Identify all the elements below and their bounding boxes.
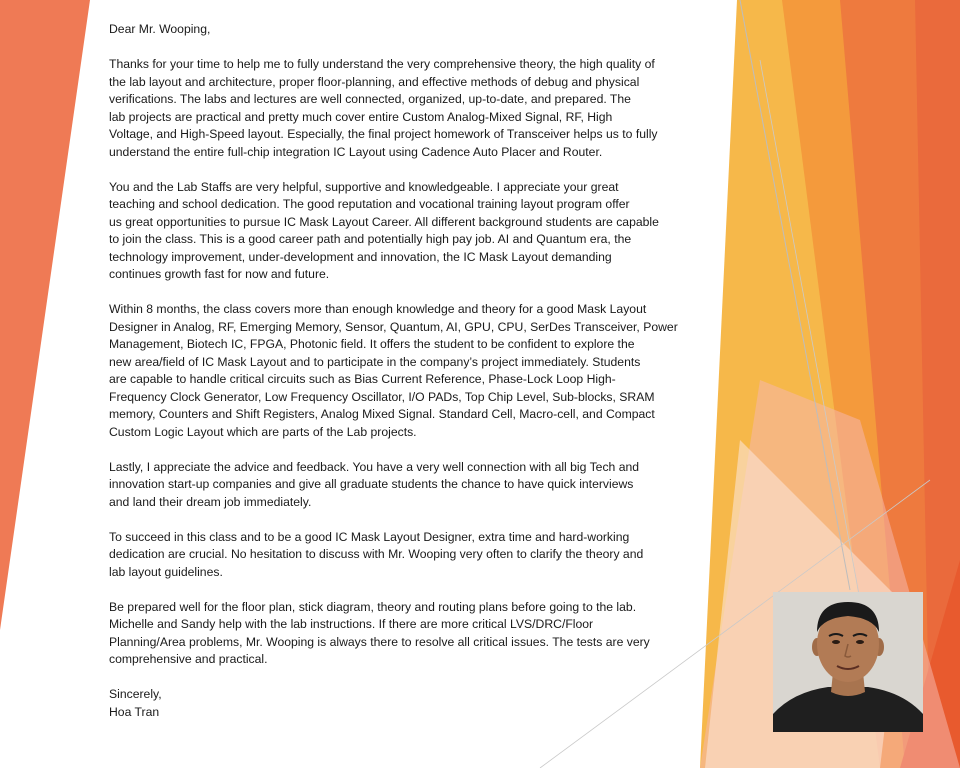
text-line: new area/field of IC Mask Layout and to participate in the company’s project immediately. Students xyxy=(109,354,641,369)
text-line: Frequency Clock Generator, Low Frequency Oscillator, I/O PADs, Top Chip Level, Sub-blocks, SRAM xyxy=(109,389,655,404)
closing: Sincerely, xyxy=(109,687,162,701)
text-line: To succeed in this class and to be a good IC Mask Layout Designer, extra time and hard-working xyxy=(109,529,630,544)
text-line: Planning/Area problems, Mr. Wooping is always there to resolve all critical issues. The tests are very xyxy=(109,634,650,649)
text-line: memory, Counters and Shift Registers, Analog Mixed Signal. Standard Cell, Macro-cell, and Compact xyxy=(109,407,655,421)
text-line: Management, Biotech IC, FPGA, Photonic field. It offers the student to be confident to explore the xyxy=(109,337,635,351)
text-line: Designer in Analog, RF, Emerging Memory, Sensor, Quantum, AI, GPU, CPU, SerDes Transceiver, Power xyxy=(109,319,678,334)
paragraph-3 xyxy=(109,301,709,441)
text-line: lab layout guidelines. xyxy=(109,564,223,579)
text-line: verifications. The labs and lectures are well connected, organized, up-to-date, and prepared. The xyxy=(109,92,631,106)
text-line: continues growth fast for now and future. xyxy=(109,267,330,281)
paragraph-4 xyxy=(109,459,709,512)
text-line: innovation start-up companies and give all graduate students the chance to have quick interviews xyxy=(109,477,634,491)
author-photo xyxy=(773,592,923,732)
text-line: Within 8 months, the class covers more than enough knowledge and theory for a good Mask Layout xyxy=(109,302,647,316)
left-orange-band xyxy=(0,0,90,630)
text-line: us great opportunities to pursue IC Mask Layout Career. All different background students are capable xyxy=(109,214,659,229)
text-line: the lab layout and architecture, proper floor-planning, and effective methods of debug and physical xyxy=(109,74,640,89)
left-eye xyxy=(832,640,840,644)
text-line: are capable to handle critical circuits such as Bias Current Reference, Phase-Lock Loop High- xyxy=(109,372,616,386)
text-line: comprehensive and practical. xyxy=(109,652,268,666)
text-line: and land their dream job immediately. xyxy=(109,494,312,509)
text-line: Voltage, and High-Speed layout. Especially, the final project homework of Transceiver helps us to fully xyxy=(109,127,658,141)
paragraph-2 xyxy=(109,179,709,284)
text-line: Michelle and Sandy help with the lab instructions. If there are more critical LVS/DRC/Floor xyxy=(109,617,594,631)
letter-body xyxy=(109,21,709,721)
portrait-illustration xyxy=(773,592,923,732)
text-line: understand the entire full-chip integration IC Layout using Cadence Auto Placer and Router. xyxy=(109,144,603,159)
text-line: lab projects are practical and pretty much cover entire Custom Analog-Mixed Signal, RF, High xyxy=(109,109,613,124)
text-line: Custom Logic Layout which are parts of the Lab projects. xyxy=(109,424,417,439)
right-eye xyxy=(856,640,864,644)
text-line: technology improvement, under-development and innovation, the IC Mask Layout demanding xyxy=(109,249,612,264)
text-line: teaching and school dedication. The good reputation and vocational training layout program offer xyxy=(109,197,630,211)
text-line: dedication are crucial. No hesitation to discuss with Mr. Wooping very often to clarify the theory and xyxy=(109,547,644,561)
paragraph-6 xyxy=(109,599,709,669)
signature: Hoa Tran xyxy=(109,704,160,719)
paragraph-5 xyxy=(109,529,709,582)
text-line: Lastly, I appreciate the advice and feedback. You have a very well connection with all big Tech and xyxy=(109,459,640,474)
text-line: Thanks for your time to help me to fully understand the very comprehensive theory, the high quality of xyxy=(109,57,655,71)
text-line: Be prepared well for the floor plan, stick diagram, theory and routing plans before going to the lab. xyxy=(109,599,637,614)
paragraph-1 xyxy=(109,56,709,161)
closing-block xyxy=(109,686,709,721)
text-line: to join the class. This is a good career path and potentially high pay job. AI and Quantum era, the xyxy=(109,232,632,246)
text-line: You and the Lab Staffs are very helpful, supportive and knowledgeable. I appreciate your great xyxy=(109,179,619,194)
greeting: Dear Mr. Wooping, xyxy=(109,22,211,36)
